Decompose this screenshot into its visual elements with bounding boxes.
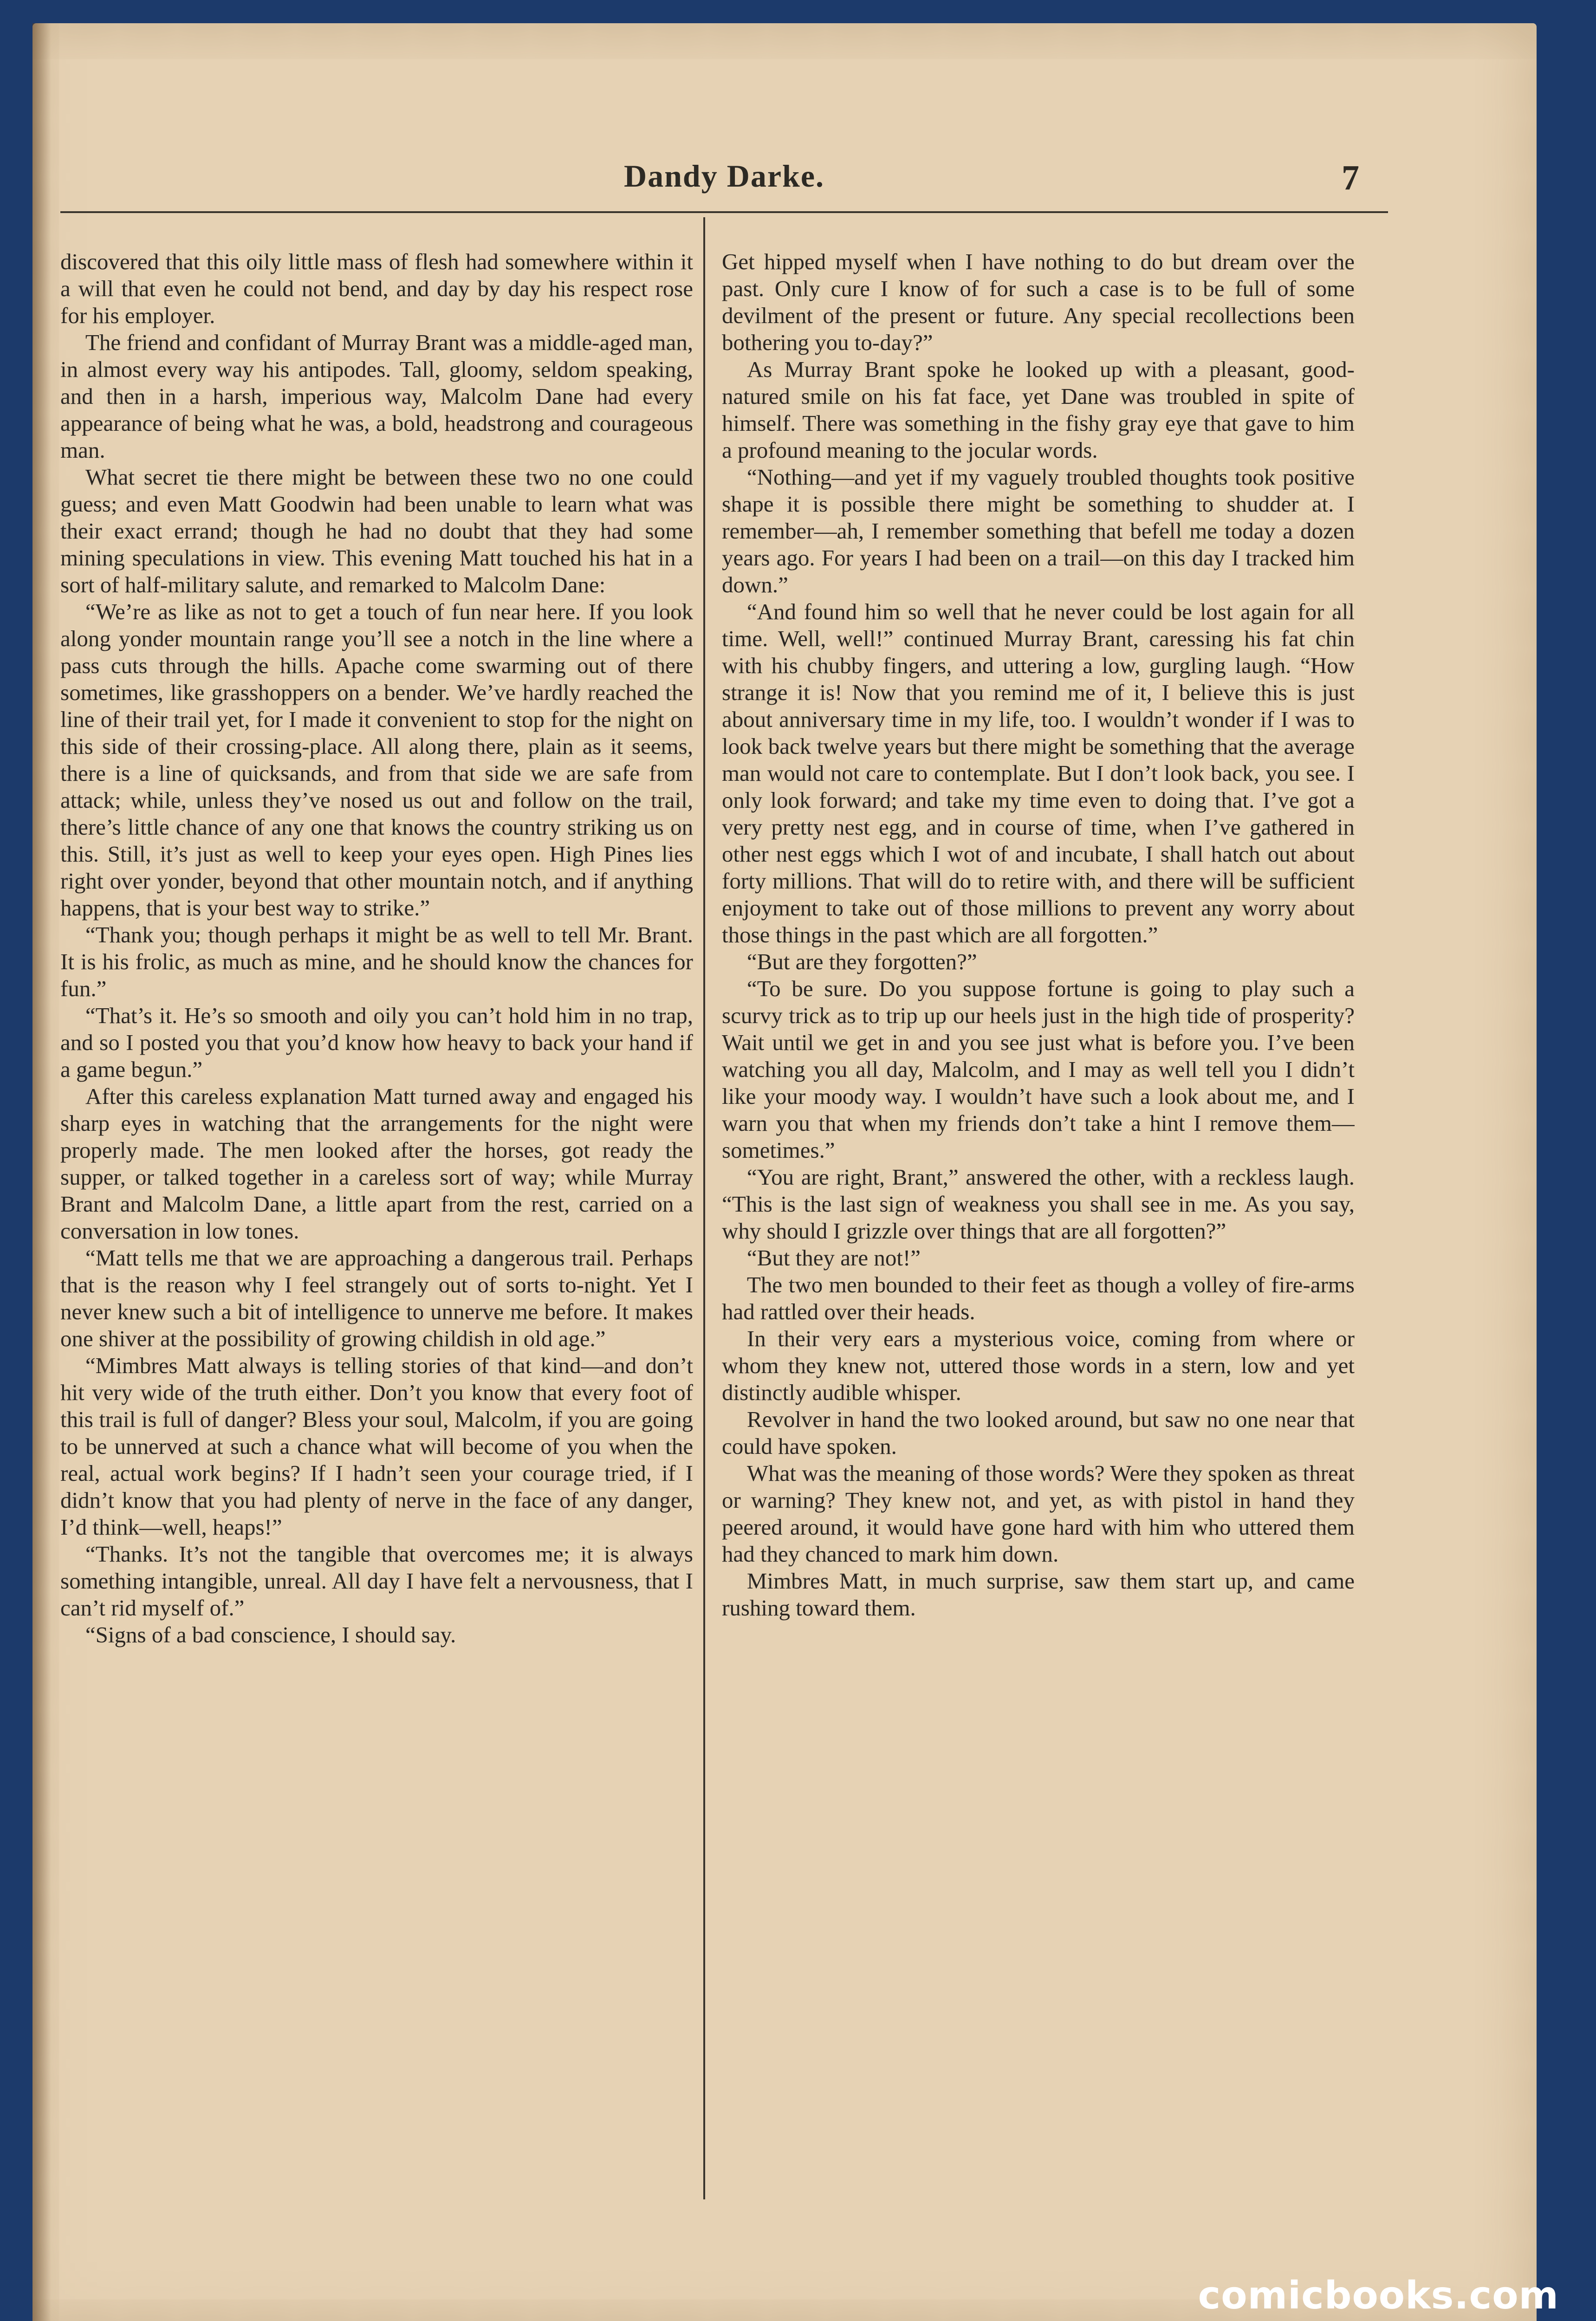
paragraph: Revolver in hand the two looked around, but saw no one near that could have spoken. — [722, 1407, 1355, 1459]
paragraph: “To be sure. Do you suppose fortune is going to play such a scurvy trick as to trip up our heels just in the high tide of prosperity? Wait until we get in and you see just what is before you. I’ve been watching you all day, Malcolm, and I may as well tell you I didn’t like your moody way. I wouldn’t have such a look about me, and I warn you that when my friends don’t take a hint I remove them—sometimes.” — [722, 976, 1355, 1163]
paragraph: “But they are not!” — [746, 1245, 921, 1271]
paragraph: “Nothing—and yet if my vaguely troubled thoughts took positive shape it is possible there might be something to shudder at. I remember—ah, I remember something that befell me today a dozen years ago. For years I had been on a trail—on this day I tracked him down.” — [722, 464, 1355, 597]
paragraph: The friend and confidant of Murray Brant was a middle-aged man, in almost every way his antipodes. Tall, gloomy, seldom speaking, and then in a harsh, imperious way, Malcolm Dane had every appearance of being what he was, a bold, headstrong and courageous man. — [60, 330, 693, 463]
paragraph: “Matt tells me that we are approaching a dangerous trail. Perhaps that is the reason why I feel strangely out of sorts to-night. Yet I never knew such a bit of intelligence to unnerve me before. It makes one shiver at the possibility of growing childish in old age.” — [60, 1245, 693, 1351]
paragraph: “And found him so well that he never could be lost again for all time. Well, well!” continued Murray Brant, caressing his fat chin with his chubby fingers, and uttering a low, gurgling laugh. “How strange it is! Now that you remind me of it, I believe this is just about anniversary time in my life, too. I wouldn’t wonder if I was to look back twelve years but there might be something that the average man would not care to contemplate. But I don’t look back, you see. I only look forward; and take my time even to doing that. I’ve got a very pretty nest egg, and in course of time, when I’ve gathered in other nest eggs which I wot of and incubate, I shall hatch out about forty millions. That will do to retire with, and there will be sufficient enjoyment to take out of those millions to prevent any worry about those things in the past which are all forgotten.” — [722, 599, 1355, 947]
paragraph: “Thanks. It’s not the tangible that overcomes me; it is always something intangible, unreal. All day I have felt a nervousness, that I can’t rid myself of.” — [60, 1541, 693, 1621]
paragraph: What was the meaning of those words? Were they spoken as threat or warning? They knew not, and yet, as with pistol in hand they peered around, it would have gone hard with him who uttered them had they chanced to mark him down. — [722, 1460, 1355, 1567]
right-column — [722, 248, 1355, 2193]
paragraph: After this careless explanation Matt turned away and engaged his sharp eyes in watching that the arrangements for the night were properly made. The men looked after the horses, got ready the supper, or talked together in a careless sort of way; while Murray Brant and Malcolm Dane, a little apart from the rest, carried on a conversation in low tones. — [60, 1083, 693, 1244]
paragraph: “Mimbres Matt always is telling stories of that kind—and don’t hit very wide of the truth either. Don’t you know that every foot of this trail is full of danger? Bless your soul, Malcolm, if you are going to be unnerved at such a chance what will become of you when the real, actual work begins? If I hadn’t seen your courage tried, if I didn’t know that you had plenty of nerve in the face of any danger, I’d think—well, heaps!” — [60, 1353, 693, 1540]
page-binding-shadow — [32, 23, 51, 2321]
paragraph: “Thank you; though perhaps it might be as well to tell Mr. Brant. It is his frolic, as much as mine, and he should know the chances for fun.” — [60, 922, 693, 1001]
paragraph: “That’s it. He’s so smooth and oily you can’t hold him in no trap, and so I posted you that you’d know how heavy to back your hand if a game begun.” — [60, 1003, 693, 1082]
paragraph: “Signs of a bad conscience, I should say. — [85, 1622, 456, 1647]
paragraph: In their very ears a mysterious voice, coming from where or whom they knew not, uttered those words in a stern, low and yet distinctly audible whisper. — [722, 1326, 1355, 1405]
watermark-text: comicbooks.com — [1198, 2274, 1559, 2318]
page-number: 7 — [1342, 158, 1359, 197]
paragraph: The two men bounded to their feet as though a volley of fire-arms had rattled over their heads. — [722, 1272, 1355, 1324]
paragraph: discovered that this oily little mass of flesh had somewhere within it a will that even he could not bend, and day by day his respect rose for his employer. — [60, 249, 693, 328]
paragraph: As Murray Brant spoke he looked up with a pleasant, good-natured smile on his fat face, yet Dane was troubled in spite of himself. There was something in the fishy gray eye that gave to him a profound meaning to the jocular words. — [722, 357, 1355, 463]
paragraph: What secret tie there might be between these two no one could guess; and even Matt Goodwin had been unable to learn what was their exact errand; though he had no doubt that they had some mining speculations in view. This evening Matt touched his hat in a sort of half-military salute, and remarked to Malcolm Dane: — [60, 464, 693, 597]
paragraph: “We’re as like as not to get a touch of fun near here. If you look along yonder mountain range you’ll see a notch in the line where a pass cuts through the hills. Apache come swarming out of there sometimes, like grasshoppers on a bender. We’ve hardly reached the line of their trail yet, for I made it convenient to stop for the night on this side of their crossing-place. All along there, plain as it seems, there is a line of quicksands, and from that side we are safe from attack; while, unless they’ve nosed us out and follow on the trail, there’s little chance of any one that knows the country striking us on this. Still, it’s just as well to keep your eyes open. High Pines lies right over yonder, beyond that other mountain notch, and if anything happens, that is your best way to strike.” — [60, 599, 693, 921]
paragraph: Mimbres Matt, in much surprise, saw them start up, and came rushing toward them. — [722, 1568, 1355, 1621]
header-rule — [60, 211, 1388, 213]
paragraph: “But are they forgotten?” — [746, 949, 977, 974]
left-column — [60, 248, 693, 2193]
paragraph: “You are right, Brant,” answered the other, with a reckless laugh. “This is the last sign of weakness you shall see in me. As you say, why should I grizzle over things that are all forgotten?” — [722, 1164, 1355, 1244]
paragraph: Get hipped myself when I have nothing to do but dream over the past. Only cure I know of for such a case is to be full of some devilment of the present or future. Any special recollections been bothering you to-day?” — [722, 249, 1355, 355]
column-divider — [703, 217, 705, 2199]
running-head-title: Dandy Darke. — [623, 158, 825, 194]
